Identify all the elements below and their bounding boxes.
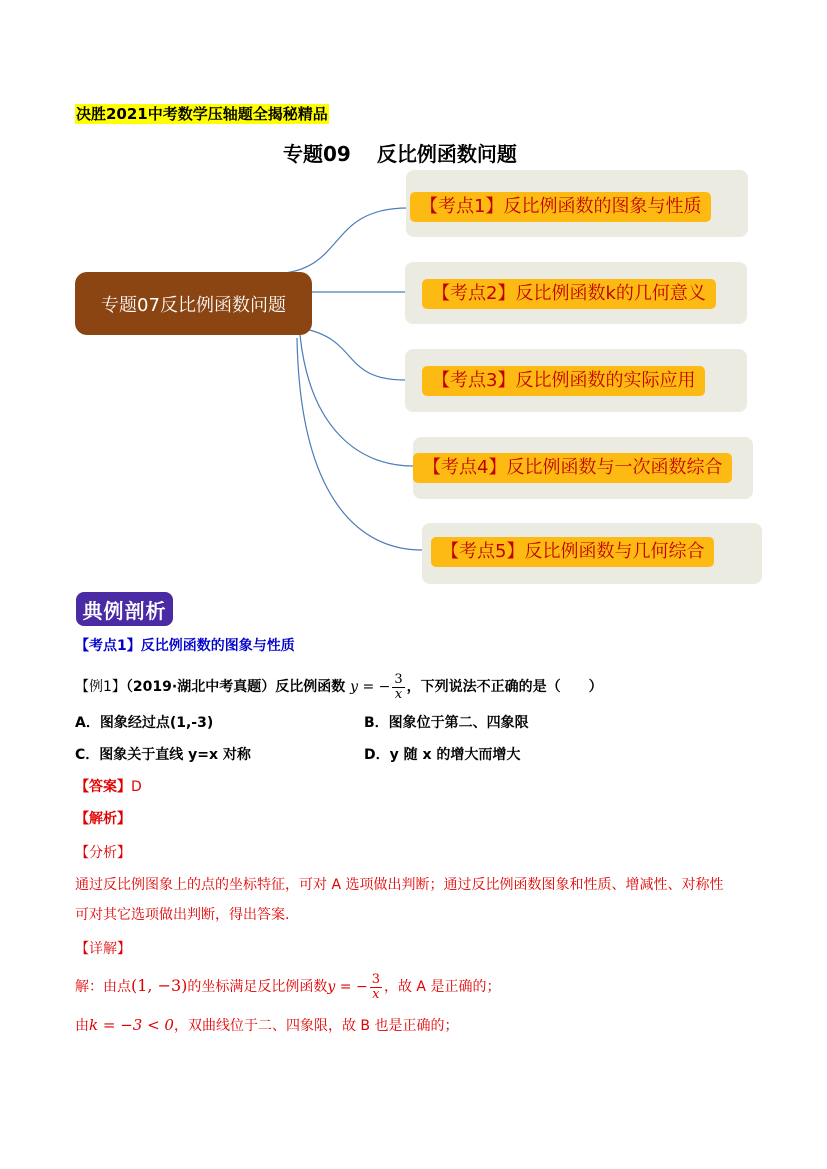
page-title [283, 140, 517, 168]
kaodian-1-heading: 【考点1】反比例函数的图象与性质 [75, 638, 295, 654]
branch-kaodian-4: 【考点4】反比例函数与一次函数综合 [413, 453, 732, 483]
title-number: 专题09 [283, 142, 351, 166]
branch-kaodian-5: 【考点5】反比例函数与几何综合 [431, 537, 714, 567]
solution-1-pre: 解：由点 [75, 979, 131, 995]
solution-func-expression: y = − [327, 979, 368, 995]
solution-fraction-numerator: 3 [371, 971, 380, 987]
solution-fraction [370, 973, 382, 1002]
k-expression: k = −3 < 0 [89, 1016, 174, 1034]
answer-value: D [131, 779, 142, 795]
option-b: B．图象位于第二、四象限 [364, 715, 529, 731]
solution-line-2 [75, 1015, 458, 1036]
connector-4 [300, 335, 413, 466]
fraction [392, 673, 404, 702]
question-tail: ，下列说法不正确的是（ ） [406, 679, 603, 695]
section-badge: 典例剖析 [76, 592, 173, 626]
connector-3 [300, 328, 405, 380]
fenxi-text-1: 通过反比例图象上的点的坐标特征，可对 A 选项做出判断；通过反比例函数图象和性质、增减性、对称性 [75, 877, 724, 893]
branch-kaodian-1: 【考点1】反比例函数的图象与性质 [410, 192, 711, 222]
connector-1 [285, 208, 408, 273]
solution-fraction-denominator: x [372, 986, 380, 1002]
example-1-question [75, 672, 603, 702]
option-c: C．图象关于直线 y=x 对称 [75, 747, 251, 763]
mind-map [0, 170, 827, 590]
title-name: 反比例函数问题 [376, 142, 517, 166]
example-label: 【例1】 [75, 679, 126, 695]
option-a: A．图象经过点(1,-3) [75, 715, 214, 731]
solution-line-1 [75, 970, 500, 1003]
fraction-numerator: 3 [394, 671, 403, 687]
analysis-label: 【解析】 [75, 811, 131, 827]
fraction-denominator: x [394, 686, 403, 702]
answer-line [75, 777, 142, 797]
branch-kaodian-3: 【考点3】反比例函数的实际应用 [422, 366, 705, 396]
example-source: （2019·湖北中考真题）反比例函数 [125, 679, 346, 695]
branch-kaodian-2: 【考点2】反比例函数k的几何意义 [422, 279, 716, 309]
answer-label: 【答案】 [75, 779, 131, 795]
xiangjie-label: 【详解】 [75, 941, 131, 957]
header-tag: 决胜2021中考数学压轴题全揭秘精品 [76, 105, 328, 123]
solution-1-mid: 的坐标满足反比例函数 [187, 979, 328, 995]
option-d: D．y 随 x 的增大而增大 [364, 747, 521, 763]
fenxi-label: 【分析】 [75, 845, 131, 861]
point-expression: (1, −3) [131, 976, 188, 995]
solution-1-post: ，故 A 是正确的； [383, 979, 501, 995]
mind-map-center: 专题07反比例函数问题 [75, 272, 312, 335]
solution-2-post: ，双曲线位于二、四象限，故 B 也是正确的； [173, 1018, 459, 1034]
connector-5 [297, 338, 422, 550]
func-expression: y = − [350, 679, 391, 695]
solution-2-pre: 由 [75, 1018, 89, 1034]
fenxi-text-2: 可对其它选项做出判断，得出答案. [75, 907, 290, 923]
